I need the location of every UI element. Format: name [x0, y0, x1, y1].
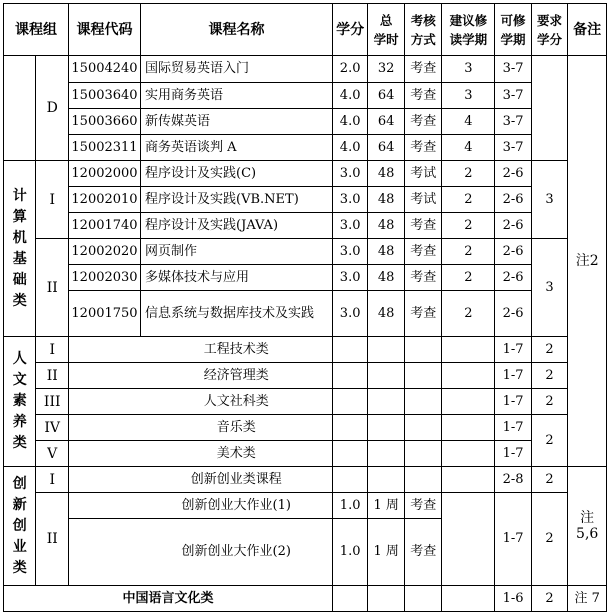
course-term: 2 — [442, 161, 495, 187]
course-assess: 考查 — [404, 213, 442, 239]
remark-chinese: 注 7 — [568, 586, 607, 612]
header-term-suggest: 建议修 读学期 — [442, 4, 495, 56]
course-hours: 48 — [368, 187, 405, 213]
course-name: 信息系统与数据库技术及实践 — [141, 291, 333, 337]
course-hours: 48 — [368, 239, 405, 265]
header-term-allow: 可修 学期 — [495, 4, 532, 56]
course-hours: 64 — [368, 83, 405, 109]
course-table — [3, 3, 607, 612]
course-credit: 3.0 — [332, 187, 368, 213]
table-row — [4, 109, 607, 135]
remark-innovation: 注 5,6 — [568, 467, 607, 586]
course-code: 15002311 — [68, 135, 140, 161]
table-row — [4, 161, 607, 187]
course-credit: 4.0 — [332, 109, 368, 135]
course-assess: 考查 — [404, 519, 442, 586]
humanities-sub: III — [36, 389, 68, 415]
header-name: 课程名称 — [141, 4, 333, 56]
course-code: 12001740 — [68, 213, 140, 239]
course-allow: 1-6 — [495, 586, 532, 612]
remark-computer: 注2 — [568, 56, 607, 467]
header-row — [4, 4, 607, 56]
course-name: 创新创业大作业(1) — [141, 493, 333, 519]
course-name: 新传媒英语 — [141, 109, 333, 135]
course-name: 美术类 — [141, 441, 333, 467]
table-row — [4, 363, 607, 389]
course-allow: 2-6 — [495, 187, 532, 213]
computer-sub1-req: 3 — [531, 161, 568, 239]
course-credit: 3.0 — [332, 161, 368, 187]
course-allow: 3-7 — [495, 135, 532, 161]
course-allow: 1-7 — [495, 337, 532, 363]
humanities-sub: IV — [36, 415, 68, 441]
course-code: 12002020 — [68, 239, 140, 265]
table-row — [4, 56, 607, 83]
group-chinese-label: 中国语言文化类 — [4, 586, 333, 612]
computer-sub2-req: 3 — [531, 239, 568, 337]
course-name: 人文社科类 — [141, 389, 333, 415]
course-code: 15003640 — [68, 83, 140, 109]
course-allow: 1-7 — [495, 389, 532, 415]
course-allow: 1-7 — [495, 415, 532, 441]
course-hours: 48 — [368, 161, 405, 187]
course-name: 实用商务英语 — [141, 83, 333, 109]
course-allow: 3-7 — [495, 83, 532, 109]
course-code: 15004240 — [68, 56, 140, 83]
header-group: 课程组 — [4, 4, 69, 56]
course-term: 2 — [442, 239, 495, 265]
course-allow: 3-7 — [495, 109, 532, 135]
humanities-sub: II — [36, 363, 68, 389]
course-name: 创新创业类课程 — [141, 467, 333, 493]
course-allow: 2-6 — [495, 265, 532, 291]
course-hours: 48 — [368, 213, 405, 239]
header-req-credit: 要求 学分 — [531, 4, 568, 56]
course-credit: 4.0 — [332, 135, 368, 161]
course-name: 工程技术类 — [141, 337, 333, 363]
course-code: 12002000 — [68, 161, 140, 187]
table-row — [4, 586, 607, 612]
course-credit: 3.0 — [332, 213, 368, 239]
course-term: 4 — [442, 109, 495, 135]
table-row — [4, 337, 607, 363]
group-humanities-label: 人 文 素 养 类 — [4, 337, 36, 467]
course-name: 国际贸易英语入门 — [141, 56, 333, 83]
course-hours: 64 — [368, 109, 405, 135]
course-name: 程序设计及实践(C) — [141, 161, 333, 187]
header-hours: 总 学时 — [368, 4, 405, 56]
humanities-sub: V — [36, 441, 68, 467]
course-term: 2 — [442, 265, 495, 291]
course-req: 2 — [531, 493, 568, 586]
course-name: 程序设计及实践(VB.NET) — [141, 187, 333, 213]
group-d-req — [531, 56, 568, 161]
course-term: 3 — [442, 56, 495, 83]
table-row — [4, 441, 607, 467]
course-term: 2 — [442, 187, 495, 213]
course-req: 2 — [531, 389, 568, 415]
course-hours: 64 — [368, 135, 405, 161]
group-d-blank — [4, 56, 36, 161]
course-credit: 1.0 — [332, 519, 368, 586]
course-hours: 48 — [368, 265, 405, 291]
table-row — [4, 467, 607, 493]
course-code: 12001750 — [68, 291, 140, 337]
course-credit: 4.0 — [332, 83, 368, 109]
innovation-sub2: II — [36, 493, 68, 586]
table-row — [4, 187, 607, 213]
course-allow: 3-7 — [495, 56, 532, 83]
course-req: 2 — [531, 467, 568, 493]
course-assess: 考查 — [404, 56, 442, 83]
course-credit: 3.0 — [332, 291, 368, 337]
group-d-sub: D — [36, 56, 68, 161]
course-hours: 1 周 — [368, 519, 405, 586]
header-remark: 备注 — [568, 4, 607, 56]
course-allow: 1-7 — [495, 441, 532, 467]
course-assess: 考查 — [404, 109, 442, 135]
course-name: 创新创业大作业(2) — [141, 519, 333, 586]
course-credit: 3.0 — [332, 239, 368, 265]
course-name: 多媒体技术与应用 — [141, 265, 333, 291]
course-assess: 考查 — [404, 239, 442, 265]
course-allow: 1-7 — [495, 363, 532, 389]
course-allow: 2-8 — [495, 467, 532, 493]
table-row — [4, 265, 607, 291]
course-req: 2 — [531, 415, 568, 467]
course-assess: 考查 — [404, 83, 442, 109]
course-allow: 2-6 — [495, 291, 532, 337]
course-assess: 考查 — [404, 493, 442, 519]
course-assess: 考试 — [404, 161, 442, 187]
course-credit: 1.0 — [332, 493, 368, 519]
computer-sub2: II — [36, 239, 68, 337]
table-row — [4, 493, 607, 519]
course-req: 2 — [531, 337, 568, 363]
course-term: 2 — [442, 213, 495, 239]
course-code: 12002030 — [68, 265, 140, 291]
group-computer-label: 计 算 机 基 础 类 — [4, 161, 36, 337]
course-assess: 考查 — [404, 291, 442, 337]
course-name: 经济管理类 — [141, 363, 333, 389]
humanities-code-blank — [68, 337, 140, 363]
header-credit: 学分 — [332, 4, 368, 56]
table-row — [4, 389, 607, 415]
course-code: 12002010 — [68, 187, 140, 213]
innovation-sub1: I — [36, 467, 68, 493]
course-credit: 3.0 — [332, 265, 368, 291]
computer-sub1: I — [36, 161, 68, 239]
course-allow: 2-6 — [495, 239, 532, 265]
humanities-sub: I — [36, 337, 68, 363]
table-row — [4, 239, 607, 265]
table-row — [4, 213, 607, 239]
course-allow: 2-6 — [495, 213, 532, 239]
table-row — [4, 291, 607, 337]
table-row — [4, 83, 607, 109]
course-name: 网页制作 — [141, 239, 333, 265]
course-hours: 1 周 — [368, 493, 405, 519]
course-hours: 48 — [368, 291, 405, 337]
course-assess: 考查 — [404, 265, 442, 291]
course-term: 3 — [442, 83, 495, 109]
table-row — [4, 415, 607, 441]
course-allow: 2-6 — [495, 161, 532, 187]
course-name: 商务英语谈判 A — [141, 135, 333, 161]
course-req: 2 — [531, 363, 568, 389]
group-innovation-label: 创 新 创 业 类 — [4, 467, 36, 586]
table-row — [4, 135, 607, 161]
header-code: 课程代码 — [68, 4, 140, 56]
course-code: 15003660 — [68, 109, 140, 135]
course-credit: 2.0 — [332, 56, 368, 83]
course-req: 2 — [531, 586, 568, 612]
course-term: 2 — [442, 291, 495, 337]
course-term: 4 — [442, 135, 495, 161]
course-name: 音乐类 — [141, 415, 333, 441]
course-hours: 32 — [368, 56, 405, 83]
course-name: 程序设计及实践(JAVA) — [141, 213, 333, 239]
course-assess: 考查 — [404, 135, 442, 161]
header-assess: 考核 方式 — [404, 4, 442, 56]
course-assess: 考试 — [404, 187, 442, 213]
course-allow: 1-7 — [495, 493, 532, 586]
